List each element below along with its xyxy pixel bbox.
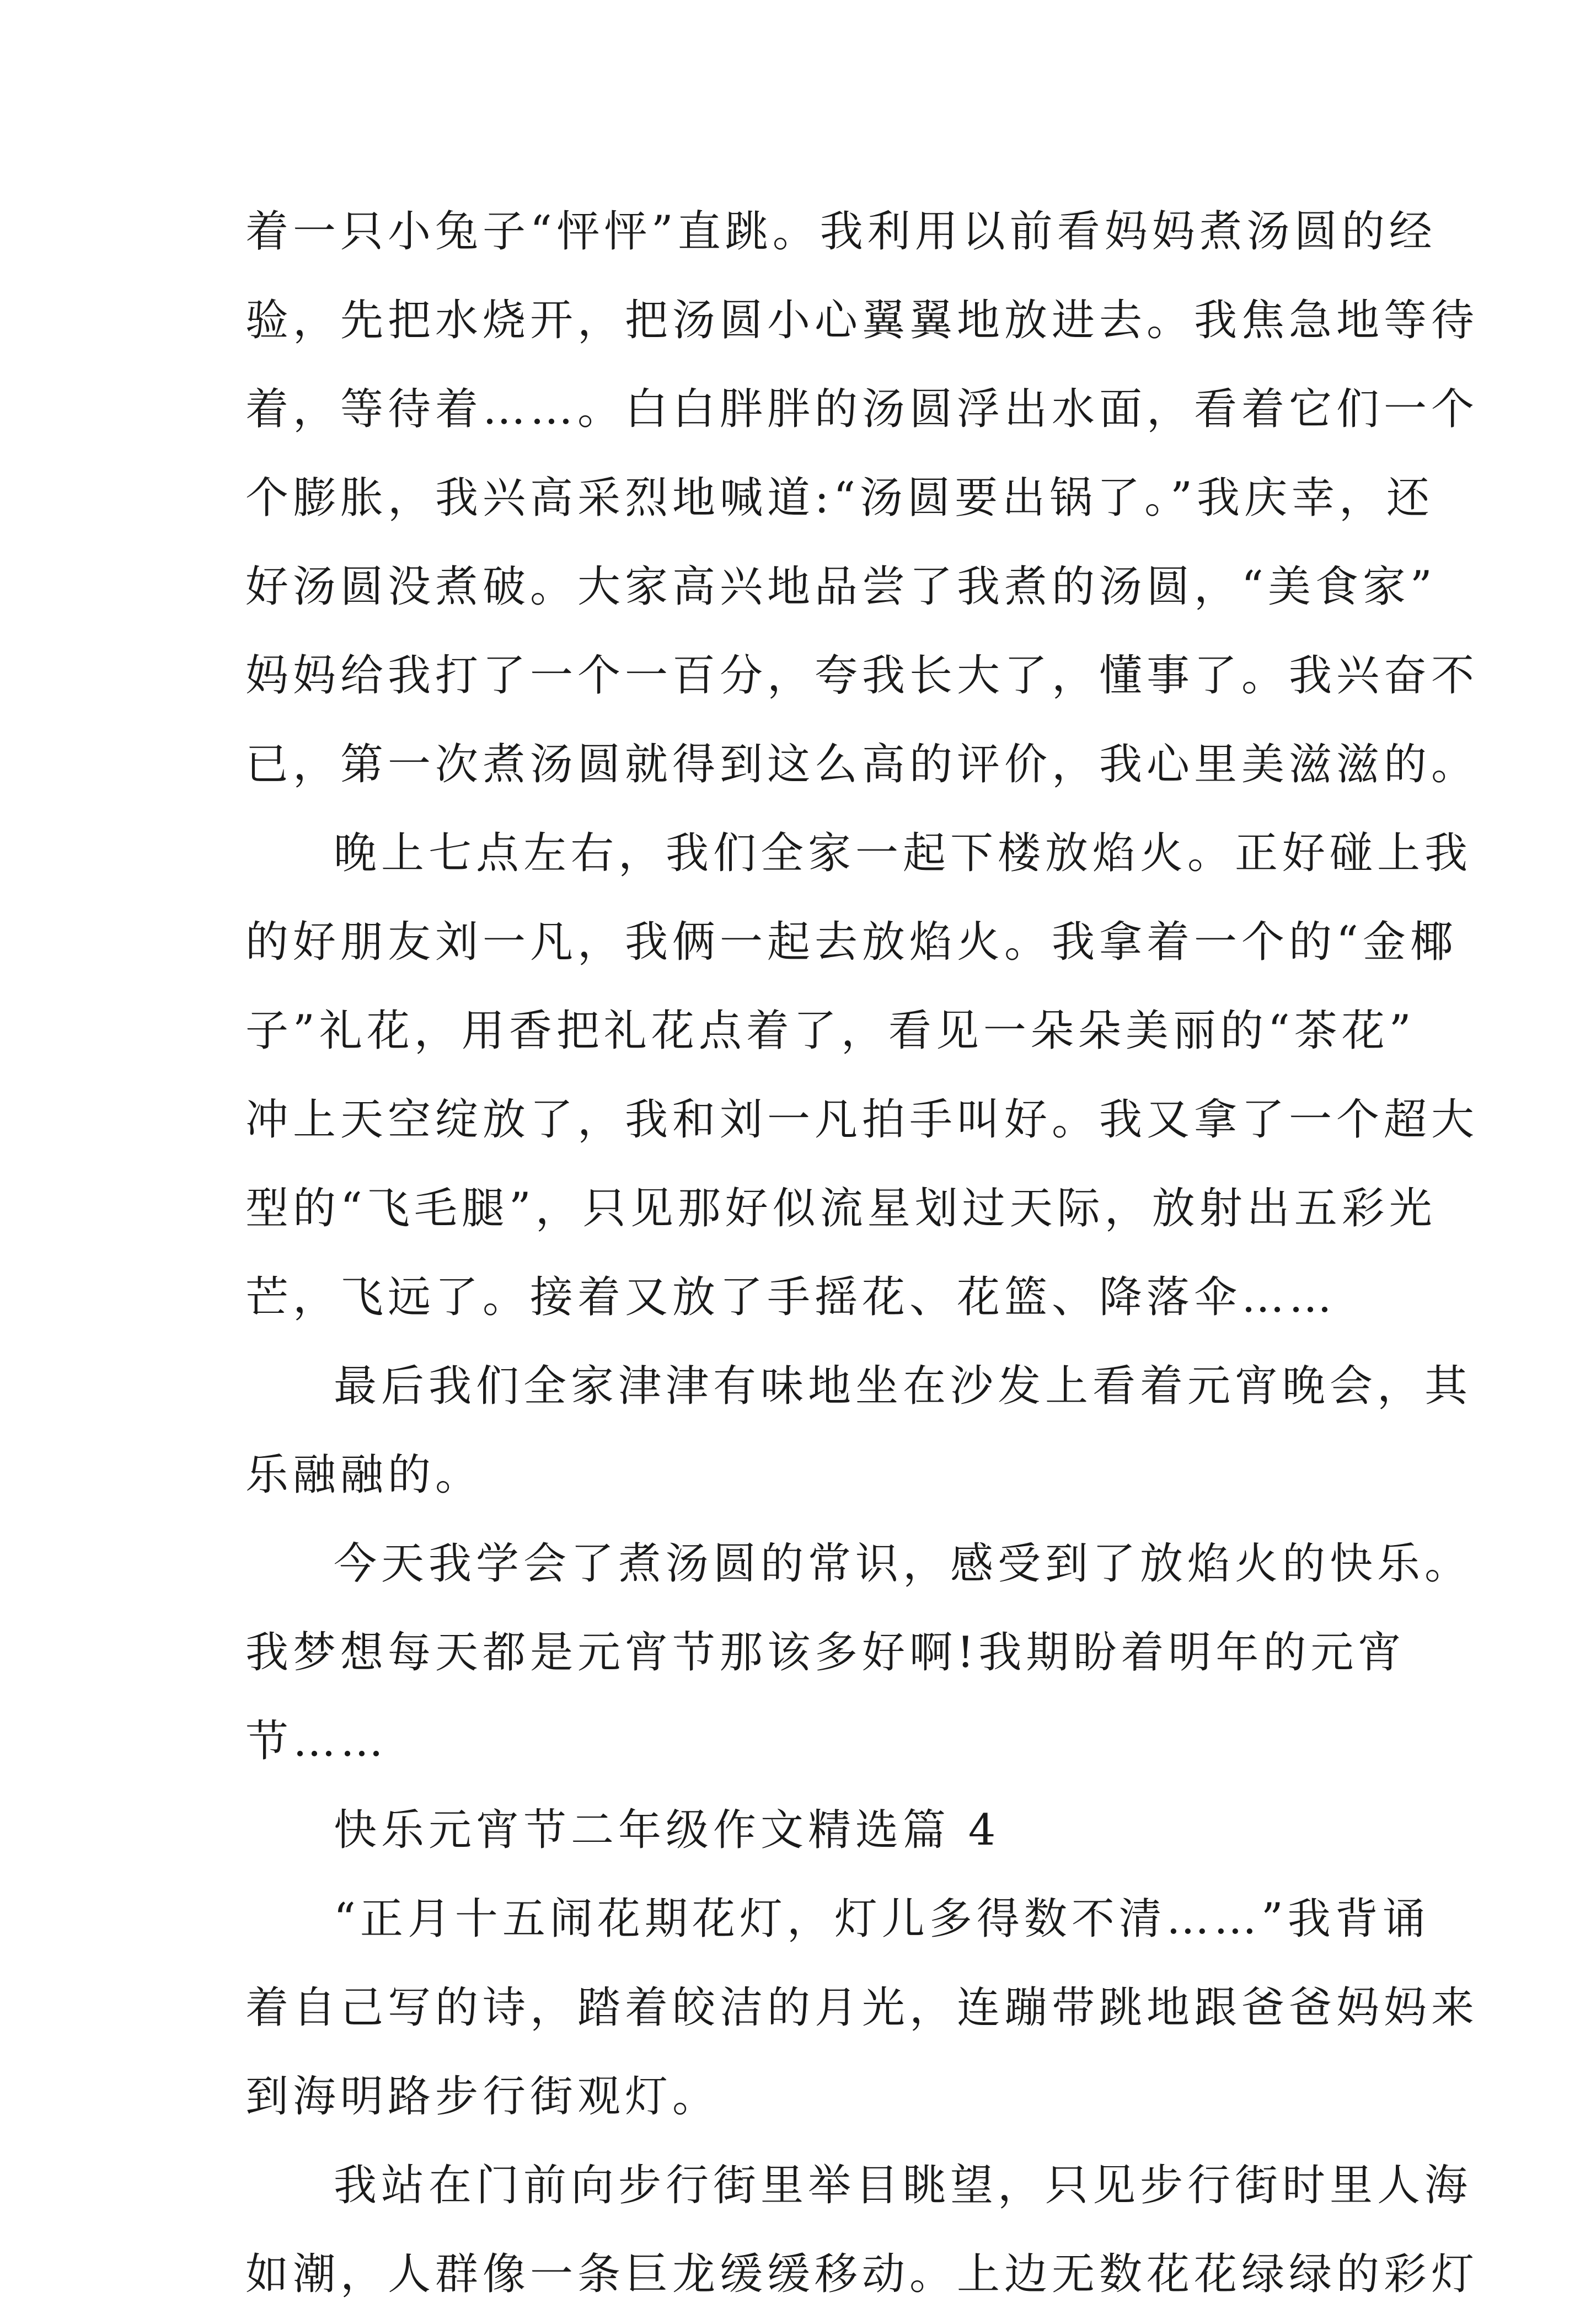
text-line: 好汤圆没煮破。大家高兴地品尝了我煮的汤圆，“美食家” bbox=[245, 562, 1437, 612]
text-line: 乐融融的。 bbox=[245, 1450, 483, 1500]
text-line: 我梦想每天都是元宵节那该多好啊!我期盼着明年的元宵 bbox=[245, 1628, 1406, 1677]
text-line: 着自己写的诗，踏着皎洁的月光，连蹦带跳地跟爸爸妈妈来 bbox=[245, 1983, 1479, 2033]
text-line: 验，先把水烧开，把汤圆小心翼翼地放进去。我焦急地等待 bbox=[245, 296, 1479, 345]
paragraph-start-line: 最后我们全家津津有味地坐在沙发上看着元宵晚会，其 bbox=[334, 1361, 1472, 1411]
paragraph-start-line: 晚上七点左右，我们全家一起下楼放焰火。正好碰上我 bbox=[334, 829, 1472, 878]
text-line: 如潮，人群像一条巨龙缓缓移动。上边无数花花绿绿的彩灯 bbox=[245, 2249, 1479, 2299]
text-line: 个膨胀，我兴高采烈地喊道:“汤圆要出锅了。”我庆幸，还 bbox=[245, 473, 1434, 523]
text-line: 已，第一次煮汤圆就得到这么高的评价，我心里美滋滋的。 bbox=[245, 740, 1479, 789]
document-body bbox=[245, 188, 1479, 2319]
text-line: 芒，飞远了。接着又放了手摇花、花篮、降落伞…… bbox=[245, 1273, 1337, 1322]
text-line: 妈妈给我打了一个一百分，夸我长大了，懂事了。我兴奋不 bbox=[245, 651, 1479, 701]
paragraph-start-line: 我站在门前向步行街里举目眺望，只见步行街时里人海 bbox=[334, 2161, 1472, 2210]
text-line: 型的“飞毛腿”，只见那好似流星划过天际，放射出五彩光 bbox=[245, 1184, 1437, 1233]
text-line: 到海明路步行街观灯。 bbox=[245, 2072, 720, 2122]
paragraph-start-line: 今天我学会了煮汤圆的常识，感受到了放焰火的快乐。 bbox=[334, 1539, 1472, 1589]
section-heading: 快乐元宵节二年级作文精选篇 4 bbox=[334, 1805, 1000, 1855]
text-line: 的好朋友刘一凡，我俩一起去放焰火。我拿着一个的“金椰 bbox=[245, 917, 1458, 967]
text-line: 着一只小兔子“怦怦”直跳。我利用以前看妈妈煮汤圆的经 bbox=[245, 207, 1437, 257]
text-line: 冲上天空绽放了，我和刘一凡拍手叫好。我又拿了一个超大 bbox=[245, 1095, 1479, 1145]
text-line: 着，等待着……。白白胖胖的汤圆浮出水面，看着它们一个 bbox=[245, 384, 1479, 434]
text-line: 节…… bbox=[245, 1717, 388, 1766]
paragraph-start-line: “正月十五闹花期花灯，灯儿多得数不清……”我背诵 bbox=[334, 1894, 1430, 1944]
text-line: 子”礼花，用香把礼花点着了，看见一朵朵美丽的“茶花” bbox=[245, 1006, 1416, 1056]
